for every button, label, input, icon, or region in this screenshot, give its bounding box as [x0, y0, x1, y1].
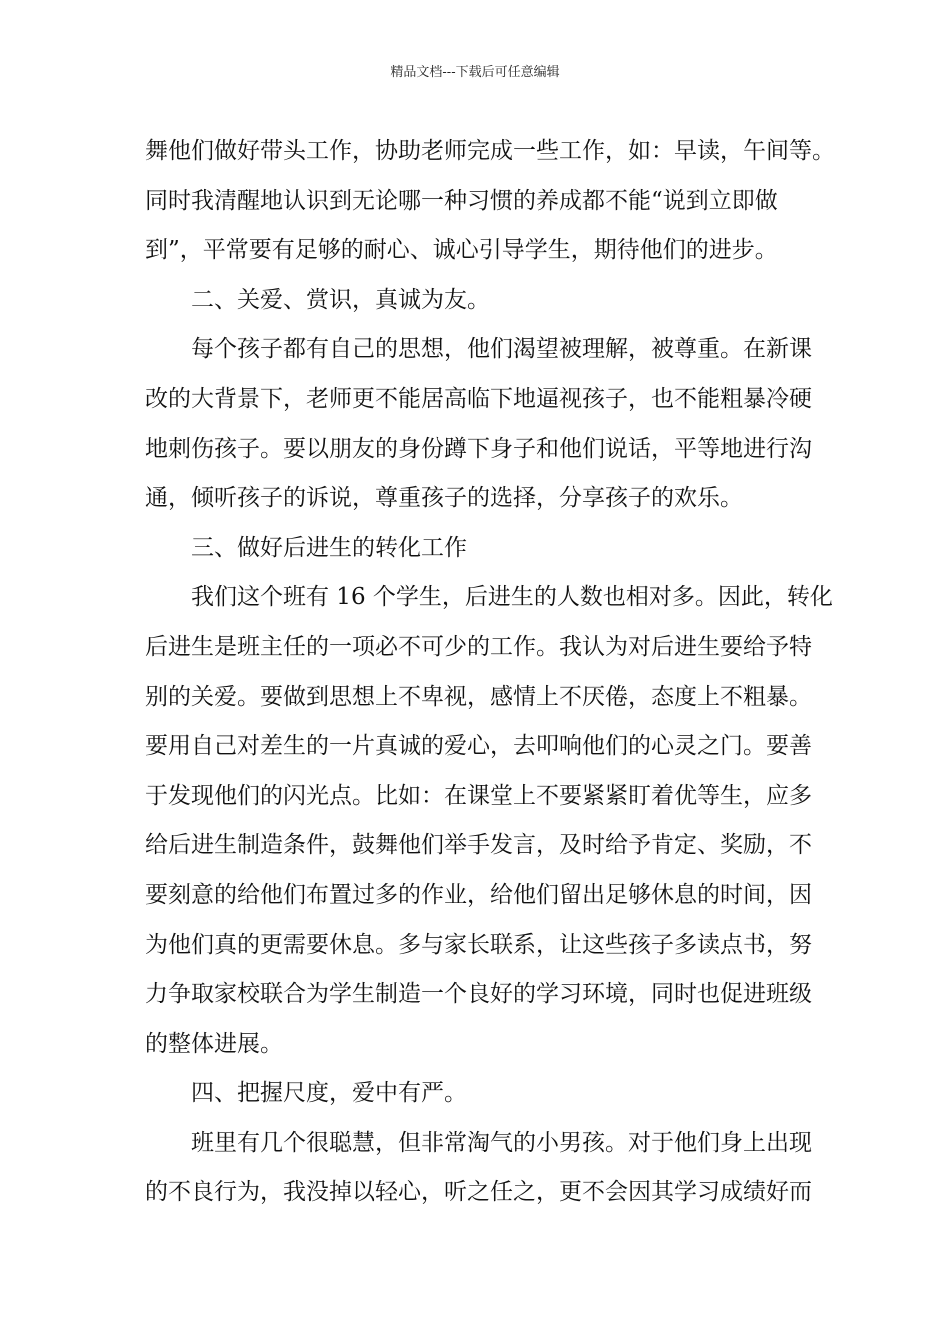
text-line: 每个孩子都有自己的思想，他们渴望被理解，被尊重。在新课	[191, 336, 812, 363]
text-line: 的不良行为，我没掉以轻心，听之任之，更不会因其学习成绩好而	[145, 1179, 812, 1206]
section-heading-4: 四、把握尺度，爱中有严。	[191, 1080, 467, 1107]
section-heading-2: 二、关爱、赏识，真诚为友。	[191, 286, 490, 313]
text-line: 要用自己对差生的一片真诚的爱心，去叩响他们的心灵之门。要善	[145, 733, 812, 760]
text-line: 通，倾听孩子的诉说，尊重孩子的选择，分享孩子的欢乐。	[145, 485, 743, 512]
text-line: 改的大背景下，老师更不能居高临下地逼视孩子，也不能粗暴冷硬	[145, 385, 812, 412]
text-line: 给后进生制造条件，鼓舞他们举手发言，及时给予肯定、奖励，不	[145, 832, 812, 859]
page-header: 精品文档---下载后可任意编辑	[390, 65, 560, 80]
text-line: 的整体进展。	[145, 1030, 283, 1057]
section-heading-3: 三、做好后进生的转化工作	[191, 534, 467, 561]
text-line: 班里有几个很聪慧，但非常淘气的小男孩。对于他们身上出现	[191, 1129, 812, 1156]
text-line: 为他们真的更需要休息。多与家长联系，让这些孩子多读点书，努	[145, 931, 812, 958]
text-line: 同时我清醒地认识到无论哪一种习惯的养成都不能“说到立即做	[145, 187, 778, 214]
text-line: 要刻意的给他们布置过多的作业，给他们留出足够休息的时间，因	[145, 881, 812, 908]
text-line: 于发现他们的闪光点。比如：在课堂上不要紧紧盯着优等生，应多	[145, 782, 812, 809]
text-line: 力争取家校联合为学生制造一个良好的学习环境，同时也促进班级	[145, 981, 812, 1008]
text-line: 舞他们做好带头工作，协助老师完成一些工作，如：早读，午间等。	[145, 138, 835, 164]
text-line: 到”，平常要有足够的耐心、诚心引导学生，期待他们的进步。	[145, 237, 778, 264]
text-line: 后进生是班主任的一项必不可少的工作。我认为对后进生要给予特	[145, 633, 812, 660]
text-line: 地刺伤孩子。要以朋友的身份蹲下身子和他们说话，平等地进行沟	[145, 435, 812, 462]
text-line: 别的关爱。要做到思想上不卑视，感情上不厌倦，态度上不粗暴。	[145, 683, 812, 710]
document-body	[145, 127, 835, 1218]
text-line: 我们这个班有 16 个学生，后进生的人数也相对多。因此，转化	[191, 584, 833, 611]
